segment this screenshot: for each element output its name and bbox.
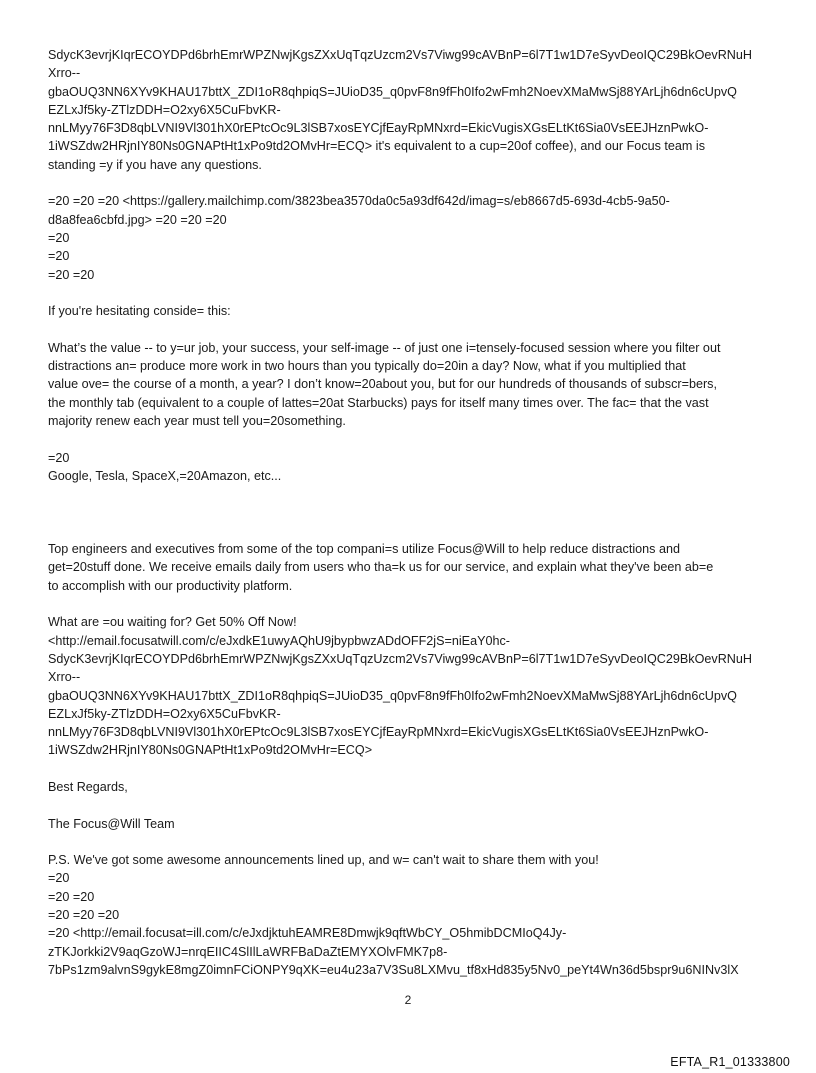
text-line: =20 =20 =20: [48, 908, 120, 923]
text-line: EZLxJf5ky-ZTlzDDH=O2xy6X5CuFbvKR-: [48, 102, 281, 117]
text-line: 1iWSZdw2HRjnIY80Ns0GNAPtHt1xPo9td2OMvHr=ECQ> it's equivalent to a cup=20of coffee), and our Focus team is: [48, 139, 706, 154]
email-body: [48, 46, 778, 979]
document-id: EFTA_R1_01333800: [670, 1055, 790, 1069]
offer-link-line[interactable]: nnLMyy76F3D8qbLVNI9Vl301hX0rEPtcOc9L3lSB7xosEYCjfEayRpMNxrd=EkicVugisXGsELtKt6Sia0VsEEJHznPwkO-: [48, 725, 709, 740]
text-line: =20: [48, 450, 70, 465]
text-line: majority renew each year must tell you=20something.: [48, 413, 346, 428]
text-line: The Focus@Will Team: [48, 816, 175, 831]
text-line: Google, Tesla, SpaceX,=20Amazon, etc...: [48, 468, 282, 483]
text-line: What are =ou waiting for? Get 50% Off Now!: [48, 615, 297, 630]
paragraph-hesitating: [48, 302, 778, 320]
text-line: Top engineers and executives from some of the top compani=s utilize Focus@Will to help reduce distractions and: [48, 542, 680, 557]
offer-link-line[interactable]: 1iWSZdw2HRjnIY80Ns0GNAPtHt1xPo9td2OMvHr=ECQ>: [48, 743, 373, 758]
text-line: gbaOUQ3NN6XYv9KHAU17bttX_ZDI1oR8qhpiqS=JUioD35_q0pvF8n9fFh0Ifo2wFmh2NoevXMaMwSj88YArLjh6dn6cUpvQ: [48, 84, 737, 99]
text-line: =20: [48, 249, 70, 264]
page-number: 2: [404, 993, 412, 1007]
text-line: =20: [48, 230, 70, 245]
text-line: get=20stuff done. We receive emails daily from users who tha=k us for our service, and explain what they've been ab=e: [48, 560, 714, 575]
paragraph-regards: [48, 778, 778, 796]
text-line: =20 =20: [48, 267, 95, 282]
offer-link-line[interactable]: Xrro--: [48, 670, 81, 685]
text-line: =20 =20 =20 <https://gallery.mailchimp.com/3823bea3570da0c5a93df642d/imag=s/eb8667d5-693d-4cb5-9a50-: [48, 194, 670, 209]
text-line: distractions an= produce more work in two hours than you typically do=20in a day? Now, what if you multiplied that: [48, 359, 686, 374]
offer-link-line[interactable]: <http://email.focusatwill.com/c/eJxdkE1uwyAQhU9jbypbwzADdOFF2jS=niEaY0hc-: [48, 633, 510, 648]
text-line: P.S. We've got some awesome announcements lined up, and w= can't wait to share them with you!: [48, 853, 599, 868]
text-line: standing =y if you have any questions.: [48, 157, 262, 172]
footer-link-line[interactable]: =20 <http://email.focusat=ill.com/c/eJxdjktuhEAMRE8Dmwjk9qftWbCY_O5hmibDCMIoQ4Jy-: [48, 926, 567, 941]
paragraph-image-link: [48, 192, 778, 283]
text-line: What’s the value -- to y=ur job, your success, your self-image -- of just one i=tensely-focused session where you filter out: [48, 340, 721, 355]
text-line: SdycK3evrjKIqrECOYDPd6brhEmrWPZNwjKgsZXxUqTqzUzcm2Vs7Viwg99cAVBnP=6l7T1w1D7eSyvDeoIQC29BkOevRNuH: [48, 48, 752, 62]
offer-link-line[interactable]: EZLxJf5ky-ZTlzDDH=O2xy6X5CuFbvKR-: [48, 706, 281, 721]
footer-link-line[interactable]: 7bPs1zm9alvnS9gykE8mgZ0imnFCiONPY9qXK=eu4u23a7V3Su8LXMvu_tf8xHd835y5Nv0_peYt4Wn36d5bspr9u6NINv3lX: [48, 962, 739, 977]
text-line: value ove= the course of a month, a year? I don’t know=20about you, but for our hundreds of thousands of subscr=bers,: [48, 377, 717, 392]
paragraph-companies: [48, 449, 778, 486]
text-line: =20 =20: [48, 889, 95, 904]
text-line: d8a8fea6cbfd.jpg> =20 =20 =20: [48, 212, 227, 227]
paragraph-value: [48, 339, 778, 430]
text-line: =20: [48, 871, 70, 886]
paragraph-offer: [48, 613, 778, 759]
paragraph-signature: [48, 815, 778, 833]
offer-link-line[interactable]: gbaOUQ3NN6XYv9KHAU17bttX_ZDI1oR8qhpiqS=JUioD35_q0pvF8n9fFh0Ifo2wFmh2NoevXMaMwSj88YArLjh6dn6cUpvQ: [48, 688, 737, 703]
text-line: nnLMyy76F3D8qbLVNI9Vl301hX0rEPtcOc9L3lSB7xosEYCjfEayRpMNxrd=EkicVugisXGsELtKt6Sia0VsEEJHznPwkO-: [48, 121, 709, 136]
text-line: If you're hesitating conside= this:: [48, 304, 231, 319]
footer-link-line[interactable]: zTKJorkki2V9aqGzoWJ=nrqEIIC4SlIlLaWRFBaDaZtEMYXOlvFMK7p8-: [48, 944, 448, 959]
paragraph-link-continuation: [48, 46, 778, 174]
paragraph-ps: [48, 851, 778, 979]
text-line: Best Regards,: [48, 779, 128, 794]
offer-link-line[interactable]: SdycK3evrjKIqrECOYDPd6brhEmrWPZNwjKgsZXxUqTqzUzcm2Vs7Viwg99cAVBnP=6l7T1w1D7eSyvDeoIQC29BkOevRNuH: [48, 651, 752, 666]
text-line: to accomplish with our productivity platform.: [48, 578, 293, 593]
text-line: the monthly tab (equivalent to a couple of lattes=20at Starbucks) pays for itself many times over. The fac= that the vast: [48, 395, 709, 410]
text-line: Xrro--: [48, 66, 81, 81]
paragraph-engineers: [48, 540, 778, 595]
